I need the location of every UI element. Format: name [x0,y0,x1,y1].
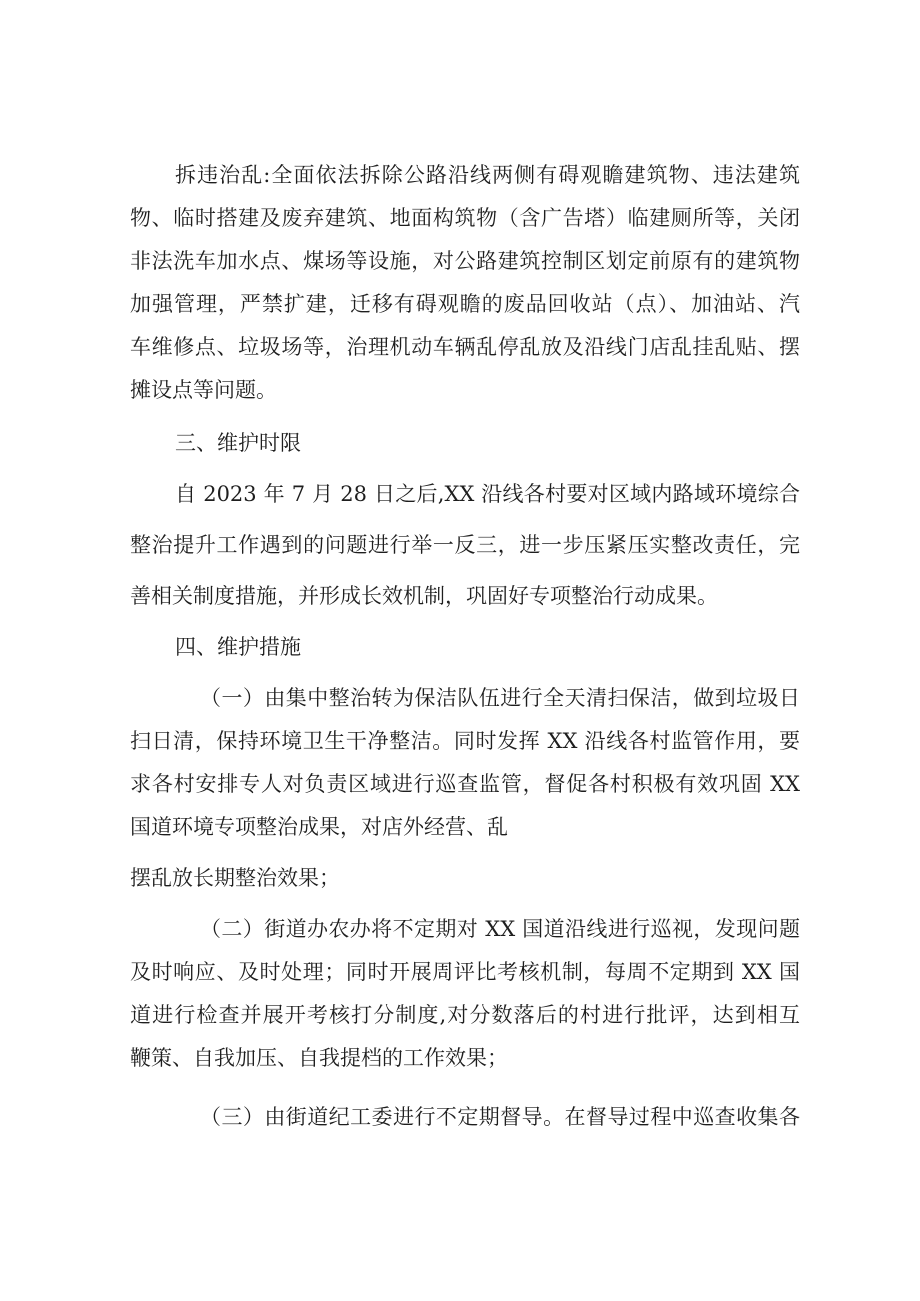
paragraph-measure-1-line-3: 求各村安排专人对负责区域进行巡查监管，督促各村积极有效巩固 XX [130,772,800,796]
paragraph-measure-3-line-1: （三）由街道纪工委进行不定期督导。在督导过程中巡查收集各 [200,1105,800,1129]
paragraph-time-limit-line-1: 自 2023 年 7 月 28 日之后,XX 沿线各村要对区域内路域环境综合 [175,482,800,506]
paragraph-measure-1-line-5: 摆乱放长期整治效果； [130,866,340,890]
paragraph-demolition-line-4: 加强管理，严禁扩建，迁移有碍观瞻的废品回收站（点）、加油站、汽 [130,292,800,316]
paragraph-measure-2-line-2: 及时响应、及时处理；同时开展周评比考核机制，每周不定期到 XX 国 [130,960,800,984]
paragraph-demolition-line-3: 非法洗车加水点、煤场等设施，对公路建筑控制区划定前原有的建筑物 [130,249,800,273]
paragraph-measure-2-line-1: （二）街道办农办将不定期对 XX 国道沿线进行巡视，发现问题 [200,917,800,941]
paragraph-demolition-line-1: 拆违治乱:全面依法拆除公路沿线两侧有碍观瞻建筑物、违法建筑 [175,163,800,187]
paragraph-measure-2-line-3: 道进行检查并展开考核打分制度,对分数落后的村进行批评，达到相互 [130,1003,800,1027]
paragraph-demolition-line-6: 摊设点等问题。 [130,378,277,402]
paragraph-demolition-line-5: 车维修点、垃圾场等，治理机动车辆乱停乱放及沿线门店乱挂乱贴、摆 [130,335,800,359]
paragraph-time-limit-line-2: 整治提升工作遇到的问题进行举一反三，进一步压紧压实整改责任，完 [130,533,800,557]
paragraph-time-limit-line-3: 善相关制度措施，并形成长效机制，巩固好专项整治行动成果。 [130,584,718,608]
paragraph-demolition-line-2: 物、临时搭建及废弃建筑、地面构筑物（含广告塔）临建厕所等，关闭 [130,206,800,230]
paragraph-measure-1-line-1: （一）由集中整治转为保洁队伍进行全天清扫保洁，做到垃圾日 [200,686,800,710]
paragraph-measure-1-line-2: 扫日清，保持环境卫生干净整洁。同时发挥 XX 沿线各村监管作用，要 [130,729,800,753]
paragraph-measure-2-line-4: 鞭策、自我加压、自我提档的工作效果； [130,1046,508,1070]
section-heading-3: 三、维护时限 [175,431,301,455]
section-heading-4: 四、维护措施 [175,635,301,659]
paragraph-measure-1-line-4: 国道环境专项整治成果，对店外经营、乱 [130,815,508,839]
